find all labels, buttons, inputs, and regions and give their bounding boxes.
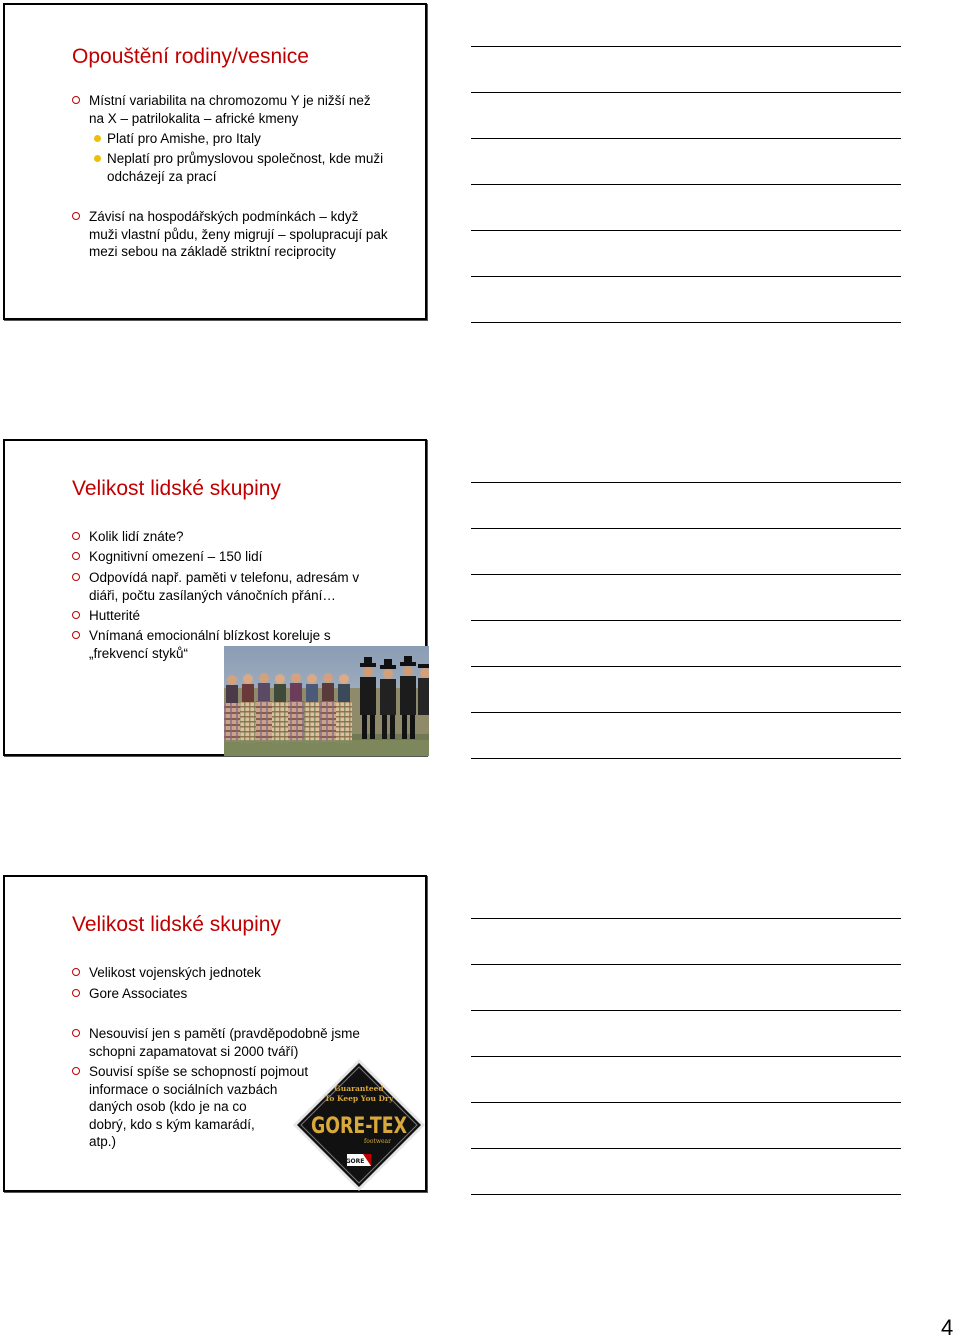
note-line [471,918,901,919]
bullet-item: Gore Associates [89,985,187,1003]
note-line [471,620,901,621]
svg-text:GORE: GORE [345,1158,365,1165]
slide-title: Velikost lidské skupiny [72,913,281,936]
ring-bullet-icon [72,573,80,581]
ring-bullet-icon [72,989,80,997]
sub-bullet-item: Neplatí pro průmyslovou společnost, kde muži odcházejí za prací [107,150,383,185]
note-line [471,1102,901,1103]
slide-3 [3,875,427,1192]
note-line [471,230,901,231]
svg-text:Guaranteed: Guaranteed [334,1084,384,1093]
bullet-item: Vnímaná emocionální blízkost koreluje s „frekvencí styků“ [89,627,331,662]
ring-bullet-icon [72,611,80,619]
bullet-item: Místní variabilita na chromozomu Y je nižší než na X – patrilokalita – africké kmeny [89,92,371,127]
bullet-item: Odpovídá např. paměti v telefonu, adresám v diáři, počtu zasílaných vánočních přání… [89,569,359,604]
slide-1 [3,3,427,320]
ring-bullet-icon [72,1067,80,1075]
ring-bullet-icon [72,1029,80,1037]
slide-2 [3,439,427,756]
bullet-item: Kolik lidí znáte? [89,528,184,546]
ring-bullet-icon [72,96,80,104]
dot-bullet-icon [94,155,101,162]
bullet-item: Souvisí spíše se schopností pojmout informace o sociálních vazbách daných osob (kdo je na co dobrý, kdo s kým kamarádí, atp.) [89,1063,308,1151]
note-line [471,138,901,139]
bullet-item: Nesouvisí jen s pamětí (pravděpodobně jsme schopni zapamatovat si 2000 tváří) [89,1025,360,1060]
sub-bullet-item: Platí pro Amishe, pro Italy [107,130,261,148]
bullet-item: Kognitivní omezení – 150 lidí [89,548,262,566]
ring-bullet-icon [72,631,80,639]
note-line [471,46,901,47]
note-line [471,92,901,93]
note-line [471,528,901,529]
svg-text:footwear: footwear [364,1138,391,1145]
note-line [471,712,901,713]
page-number: 4 [941,1315,954,1340]
note-line [471,964,901,965]
note-line [471,666,901,667]
note-line [471,1056,901,1057]
note-line [471,1148,901,1149]
bullet-item: Hutterité [89,607,140,625]
ring-bullet-icon [72,968,80,976]
note-line [471,184,901,185]
svg-text:GORE-TEX: GORE-TEX [311,1114,408,1139]
note-line [471,276,901,277]
ring-bullet-icon [72,212,80,220]
note-line [471,1194,901,1195]
slide-title: Velikost lidské skupiny [72,477,281,500]
bullet-item: Závisí na hospodářských podmínkách – když muži vlastní půdu, ženy migrují – spolupracují pak mezi sebou na základě striktní reciprocity [89,208,388,261]
dot-bullet-icon [94,135,101,142]
svg-text:To Keep You Dry: To Keep You Dry [324,1094,394,1103]
note-line [471,482,901,483]
slide-title: Opouštění rodiny/vesnice [72,45,309,68]
note-line [471,758,901,759]
note-line [471,574,901,575]
ring-bullet-icon [72,532,80,540]
hutterites-photo [224,646,429,756]
note-line [471,1010,901,1011]
note-line [471,322,901,323]
gore-tex-logo [291,1057,427,1193]
ring-bullet-icon [72,552,80,560]
bullet-item: Velikost vojenských jednotek [89,964,261,982]
